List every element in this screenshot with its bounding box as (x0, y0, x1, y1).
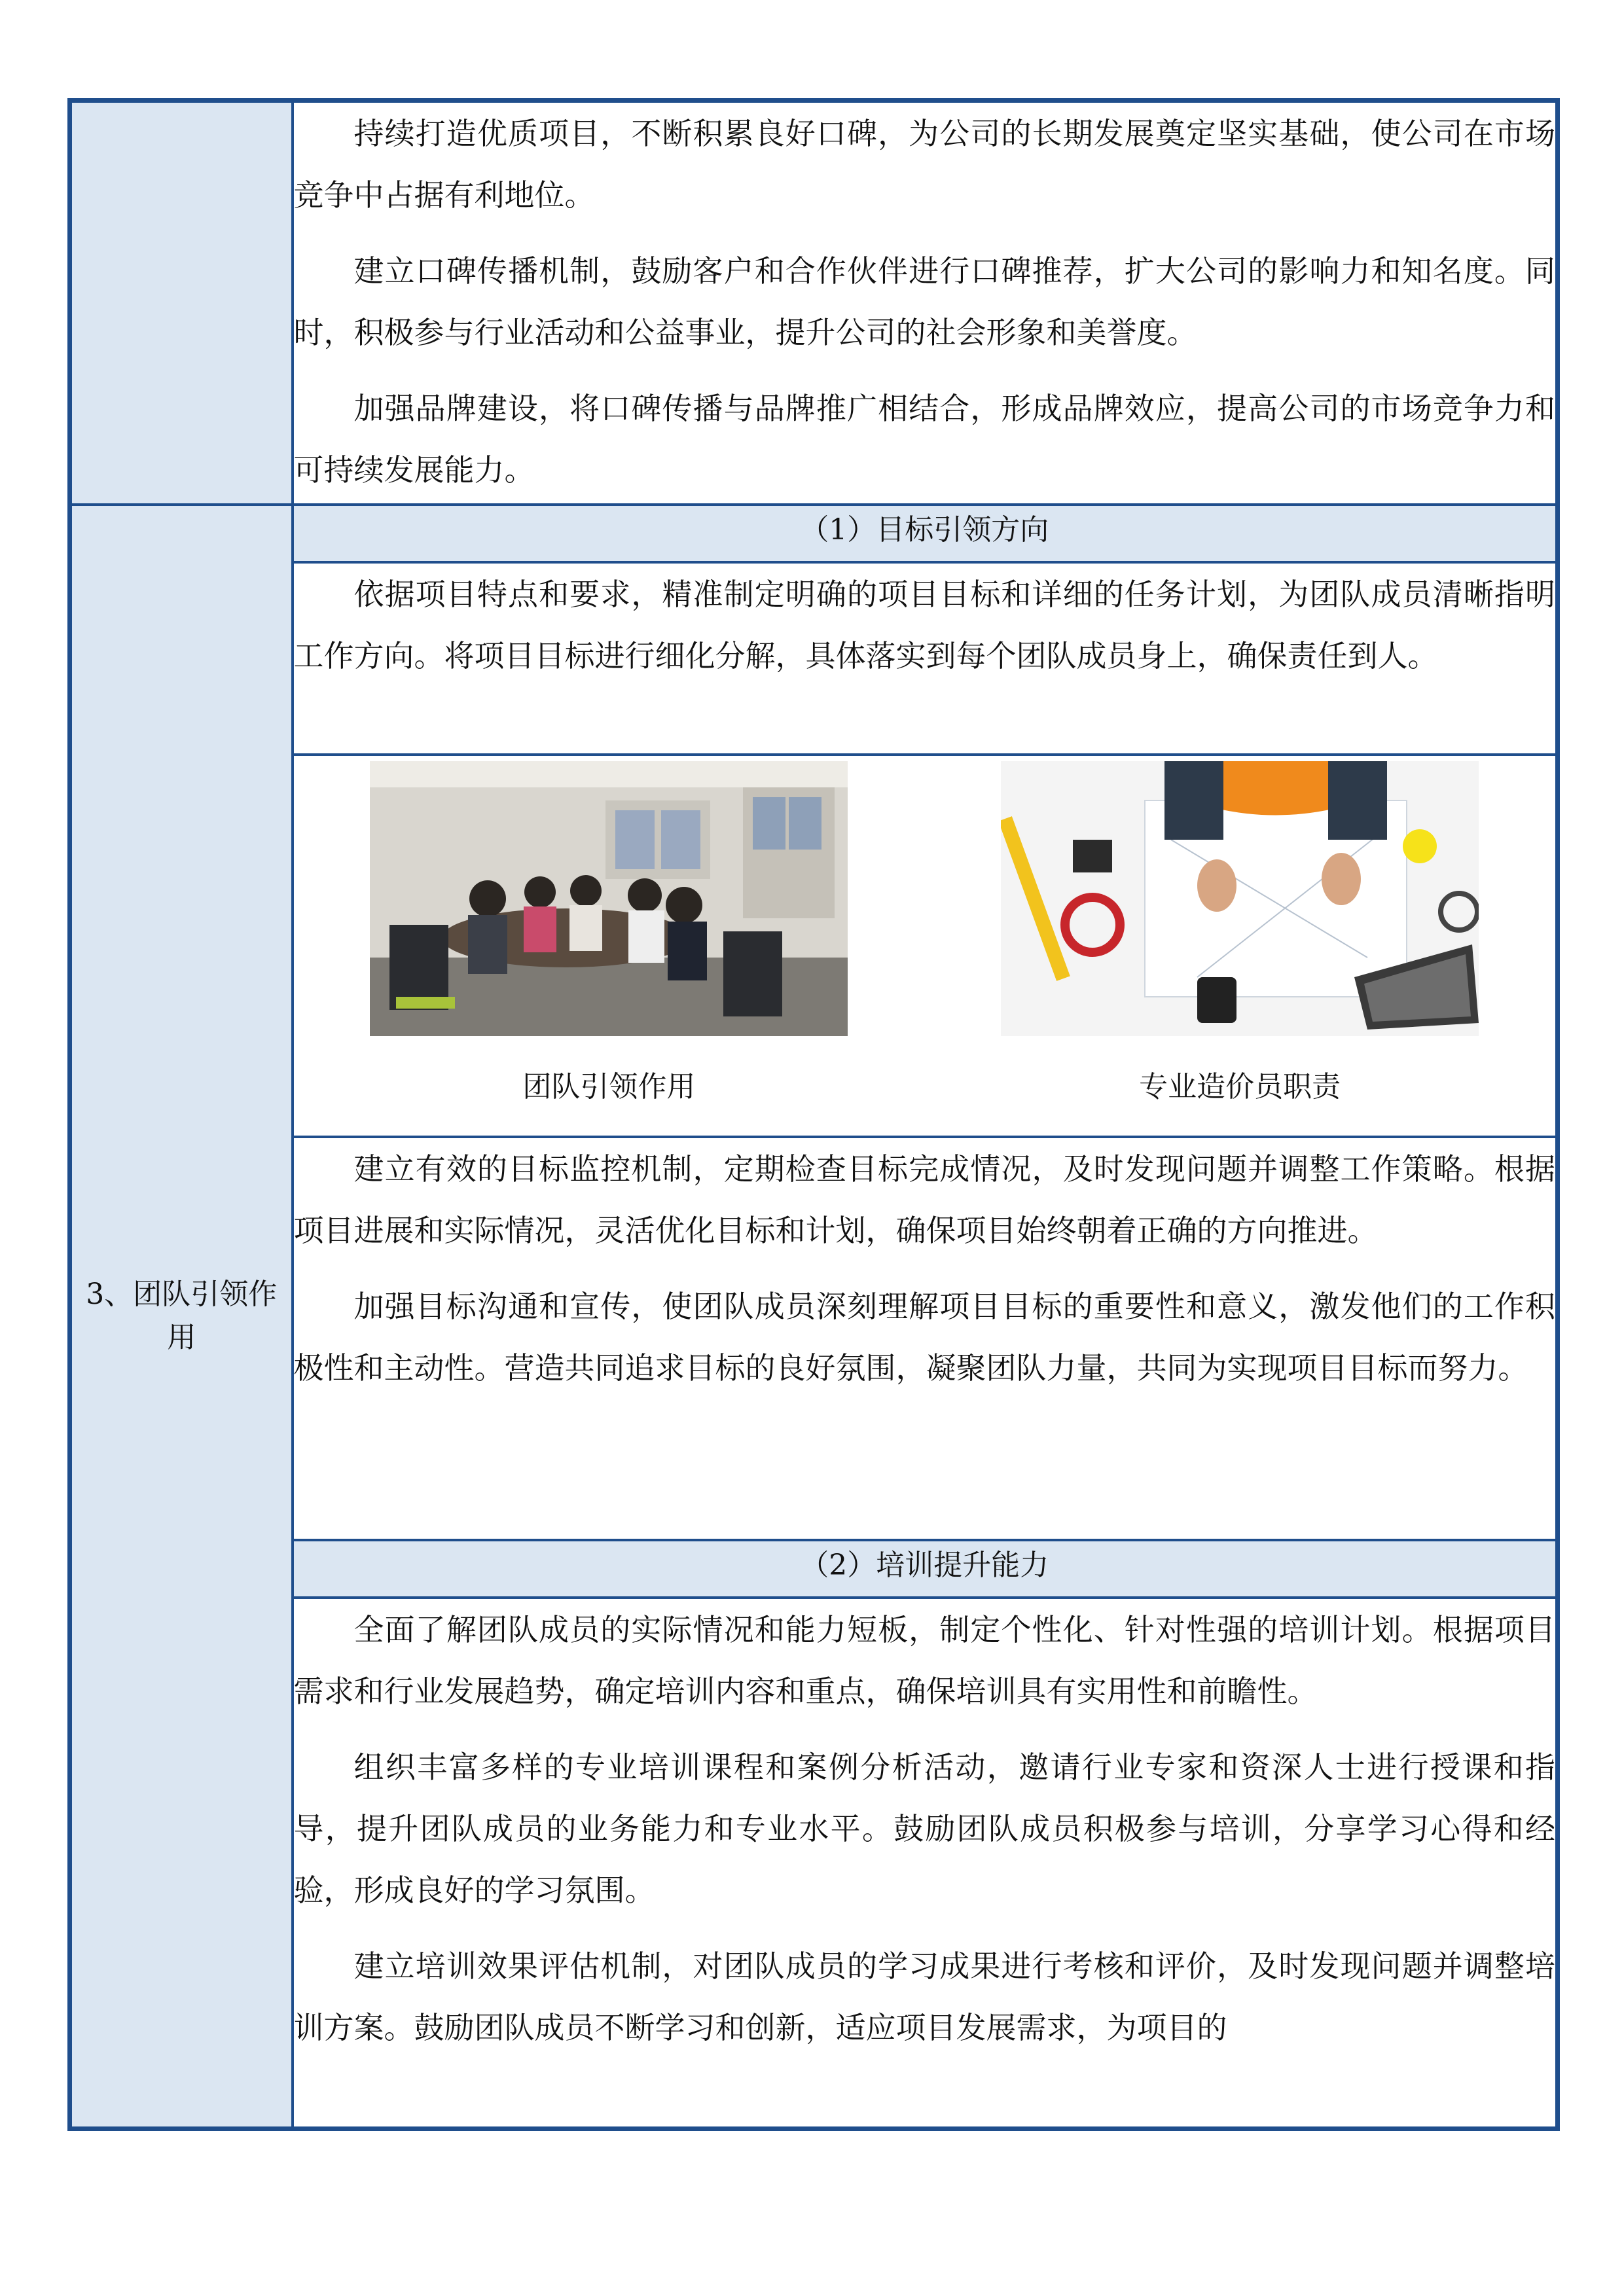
section-continued-row (70, 101, 1558, 505)
left-label-cell-empty (70, 101, 293, 505)
paragraph: 建立培训效果评估机制，对团队成员的学习成果进行考核和评价，及时发现问题并调整培训方案。鼓励团队成员不断学习和创新，适应项目发展需求，为项目的 (293, 1948, 1555, 2045)
intro-row (70, 562, 1558, 755)
section-label: 3、团队引领作用 (86, 1278, 278, 1354)
figures-cell (293, 755, 1558, 1137)
content-table (67, 98, 1560, 2131)
paragraph: 组织丰富多样的专业培训课程和案例分析活动，邀请行业专家和资深人士进行授课和指导，提升团队成员的业务能力和专业水平。鼓励团队成员积极参与培训，分享学习心得和经验，形成良好的学习氛围。 (293, 1749, 1555, 1908)
subheading-row (70, 1540, 1558, 1598)
goal-paragraphs-cell (293, 1137, 1558, 1540)
team-meeting-photo (370, 761, 848, 1036)
paragraph: 加强品牌建设，将口碑传播与品牌推广相结合，形成品牌效应，提高公司的市场竞争力和可持续发展能力。 (293, 391, 1555, 488)
paragraph: 加强目标沟通和宣传，使团队成员深刻理解项目目标的重要性和意义，激发他们的工作积极性和主动性。营造共同追求目标的良好氛围，凝聚团队力量，共同为实现项目目标而努力。 (293, 1289, 1555, 1386)
figure-caption: 专业造价员职责 (1139, 1070, 1341, 1103)
figure-caption: 团队引领作用 (522, 1070, 696, 1103)
figure-team (370, 761, 848, 1107)
figure-row (70, 755, 1558, 1137)
section-label-cell (70, 505, 293, 2129)
goal-intro-cell (293, 562, 1558, 755)
training-paragraphs-row (70, 1598, 1558, 2129)
subheading-row (70, 505, 1558, 562)
figure-cost-engineer (1001, 761, 1479, 1107)
brand-paragraphs-cell (293, 101, 1558, 505)
engineer-desk-photo (1001, 761, 1479, 1036)
subheading-goal: （1）目标引领方向 (293, 505, 1558, 562)
paragraph: 依据项目特点和要求，精准制定明确的项目目标和详细的任务计划，为团队成员清晰指明工作方向。将项目目标进行细化分解，具体落实到每个团队成员身上，确保责任到人。 (293, 577, 1555, 673)
paragraph: 持续打造优质项目，不断积累良好口碑，为公司的长期发展奠定坚实基础，使公司在市场竞争中占据有利地位。 (293, 116, 1555, 213)
paragraph: 建立有效的目标监控机制，定期检查目标完成情况，及时发现问题并调整工作策略。根据项目进展和实际情况，灵活优化目标和计划，确保项目始终朝着正确的方向推进。 (293, 1151, 1555, 1248)
subheading-training: （2）培训提升能力 (293, 1540, 1558, 1598)
goal-paragraphs-row (70, 1137, 1558, 1540)
paragraph: 全面了解团队成员的实际情况和能力短板，制定个性化、针对性强的培训计划。根据项目需求和行业发展趋势，确定培训内容和重点，确保培训具有实用性和前瞻性。 (293, 1612, 1555, 1709)
training-paragraphs-cell (293, 1598, 1558, 2129)
paragraph: 建立口碑传播机制，鼓励客户和合作伙伴进行口碑推荐，扩大公司的影响力和知名度。同时，积极参与行业活动和公益事业，提升公司的社会形象和美誉度。 (293, 253, 1555, 350)
